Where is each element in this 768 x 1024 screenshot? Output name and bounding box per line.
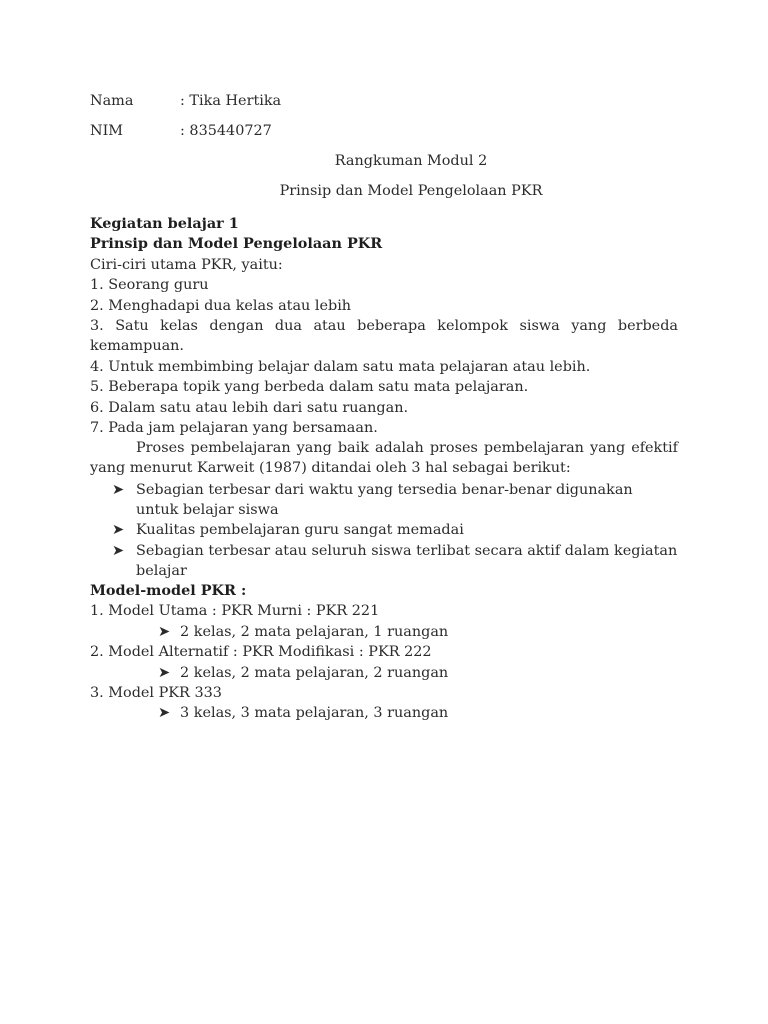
intro-text: Ciri-ciri utama PKR, yaitu: [90,257,283,273]
name-row [0,93,768,113]
arrowhead-bullet-icon: ➤ [112,543,125,559]
model-detail [158,663,448,683]
model-detail-text: 2 kelas, 2 mata pelajaran, 2 ruangan [180,665,449,681]
model-item: 1. Model Utama : PKR Murni : PKR 221 [90,603,380,619]
list-item: 7. Pada jam pelajaran yang bersamaan. [90,420,378,436]
document-subtitle: Prinsip dan Model Pengelolaan PKR [279,183,543,199]
arrowhead-bullet-icon: ➤ [112,522,125,538]
list-item: 4. Untuk membimbing belajar dalam satu mata pelajaran atau lebih. [90,359,591,375]
model-item: 2. Model Alternatif : PKR Modifikasi : PKR 222 [90,644,432,660]
list-item: 3. Satu kelas dengan dua atau beberapa kelompok siswa yang berbeda kemampuan. [90,318,678,354]
section-subheading: Prinsip dan Model Pengelolaan PKR [90,235,383,252]
model-detail-text: 2 kelas, 2 mata pelajaran, 1 ruangan [180,624,449,640]
bullet-item [112,480,678,520]
bullet-text: Sebagian terbesar dari waktu yang tersedia benar-benar digunakan untuk belajar siswa [136,482,633,518]
name-label: Nama [90,93,134,109]
models-heading: Model-model PKR : [90,582,247,599]
list-item: 6. Dalam satu atau lebih dari satu ruangan. [90,400,409,416]
list-item: 2. Menghadapi dua kelas atau lebih [90,298,352,314]
list-item: 1. Seorang guru [90,277,209,293]
arrowhead-bullet-icon: ➤ [158,665,171,681]
section-heading: Kegiatan belajar 1 [90,215,239,232]
name-value: : Tika Hertika [180,93,282,109]
nim-row [0,123,768,143]
body-paragraph: Proses pembelajaran yang baik adalah proses pembelajaran yang efektif yang menurut Karweit (1987) ditandai oleh 3 hal sebagai berikut: [90,440,678,476]
arrowhead-bullet-icon: ➤ [158,705,171,721]
list-item: 5. Beberapa topik yang berbeda dalam satu mata pelajaran. [90,379,529,395]
model-item: 3. Model PKR 333 [90,685,222,701]
model-detail [158,703,448,723]
document-title: Rangkuman Modul 2 [334,153,488,169]
bullet-item [112,520,678,540]
model-detail-text: 3 kelas, 3 mata pelajaran, 3 ruangan [180,705,449,721]
model-detail [158,622,448,642]
arrowhead-bullet-icon: ➤ [112,482,125,498]
bullet-text: Kualitas pembelajaran guru sangat memadai [136,522,464,538]
bullet-item [112,541,678,581]
arrowhead-bullet-icon: ➤ [158,624,171,640]
nim-label: NIM [90,123,124,139]
bullet-text: Sebagian terbesar atau seluruh siswa terlibat secara aktif dalam kegiatan belajar [136,543,678,579]
nim-value: : 835440727 [180,123,272,139]
